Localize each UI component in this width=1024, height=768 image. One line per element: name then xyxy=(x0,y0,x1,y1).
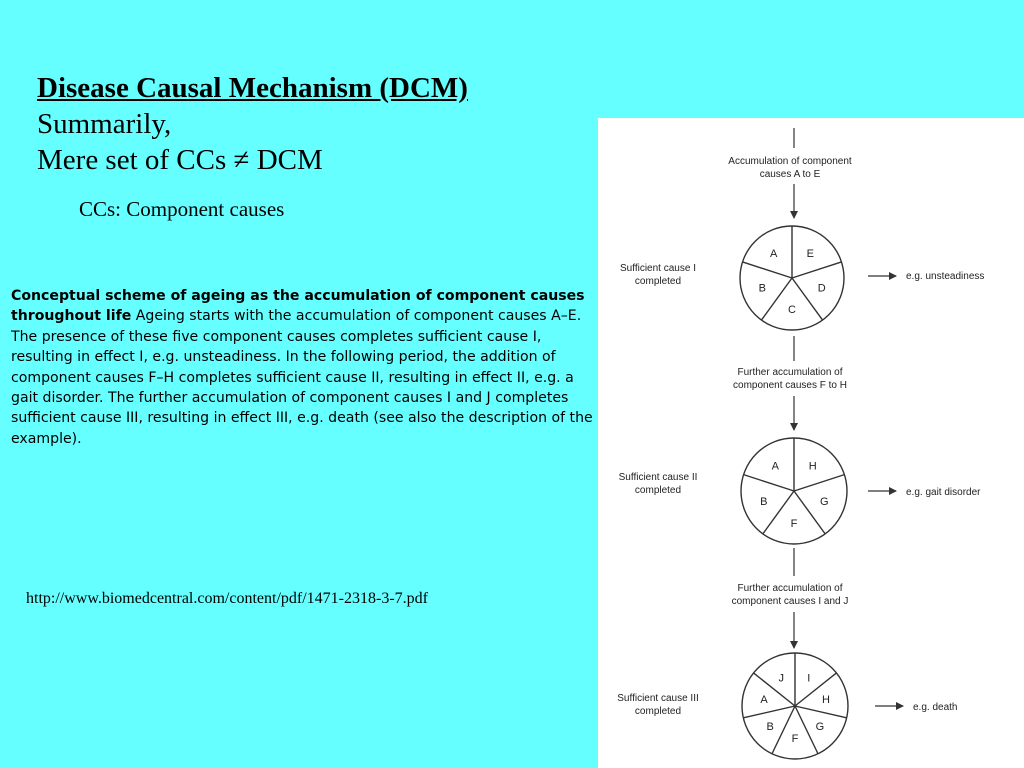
pie3-slice-label: A xyxy=(760,693,768,706)
figure-caption xyxy=(11,286,601,449)
pie3-slice-label: I xyxy=(807,672,811,685)
step1-text-line2: causes A to E xyxy=(759,169,821,180)
effect2-text: e.g. gait disorder xyxy=(906,487,981,498)
pie1-slice-label: B xyxy=(758,282,766,295)
caption-body: Ageing starts with the accumulation of component causes A–E. The presence of these five component causes completes sufficient cause I, resulting in effect I, e.g. unsteadiness. In the following period, the addition of component causes F–H completes sufficient cause II, resulting in effect II, e.g. a gait disorder. The further accumulation of component causes I and J completes sufficient cause III, resulting in effect III, e.g. death (see also the description of the example). xyxy=(11,308,593,447)
pie-2 xyxy=(741,438,847,544)
pie1-slice-label: C xyxy=(788,304,796,317)
pie3-slice-label: J xyxy=(778,672,784,685)
step2-text-line1: Further accumulation of xyxy=(737,367,843,378)
step3-text-line2: component causes I and J xyxy=(731,596,849,607)
caption-heading: Conceptual scheme of ageing as the accumulation of component causes throughout life xyxy=(11,288,585,325)
pie-1 xyxy=(740,226,844,330)
component-causes-note: CCs: Component causes xyxy=(79,197,285,221)
pie1-label-line2: completed xyxy=(634,276,682,287)
pie1-slice-label: D xyxy=(817,282,826,295)
pie2-slice-label: H xyxy=(808,460,817,473)
pie1-label-line1: Sufficient cause I xyxy=(620,263,696,274)
pie2-slice-label: G xyxy=(819,495,829,508)
diagram-svg xyxy=(598,118,1024,768)
pie2-slice-label: F xyxy=(790,517,798,530)
pie3-slice-label: H xyxy=(822,693,830,706)
pie-3 xyxy=(742,653,848,759)
pie1-slice-label: E xyxy=(806,247,815,260)
pie3-slice-label: F xyxy=(791,732,799,745)
pie3-slice-label: B xyxy=(766,720,774,733)
effect3-text: e.g. death xyxy=(913,702,958,713)
pie1-slice-label: A xyxy=(769,247,778,260)
effect1-text: e.g. unsteadiness xyxy=(906,271,985,282)
pie3-label-line2: completed xyxy=(634,706,682,717)
pie2-label-line2: completed xyxy=(634,485,682,496)
pie2-slice-label: A xyxy=(771,460,779,473)
pie3-slice-label: G xyxy=(815,720,825,733)
pie3-label-line1: Sufficient cause III xyxy=(617,693,699,704)
step2-text-line2: component causes F to H xyxy=(733,380,847,391)
step1-text-line1: Accumulation of component xyxy=(728,156,852,167)
source-url: http://www.biomedcentral.com/content/pdf/1471-2318-3-7.pdf xyxy=(26,590,428,607)
summary-line: Summarily, xyxy=(37,108,172,140)
sufficient-cause-diagram xyxy=(598,118,1024,768)
pie2-slice-label: B xyxy=(760,495,768,508)
slide-title: Disease Causal Mechanism (DCM) xyxy=(37,72,468,104)
inequality-line: Mere set of CCs ≠ DCM xyxy=(37,144,323,176)
step3-text-line1: Further accumulation of xyxy=(737,583,843,594)
pie2-label-line1: Sufficient cause II xyxy=(618,472,698,483)
title-block xyxy=(37,70,468,178)
